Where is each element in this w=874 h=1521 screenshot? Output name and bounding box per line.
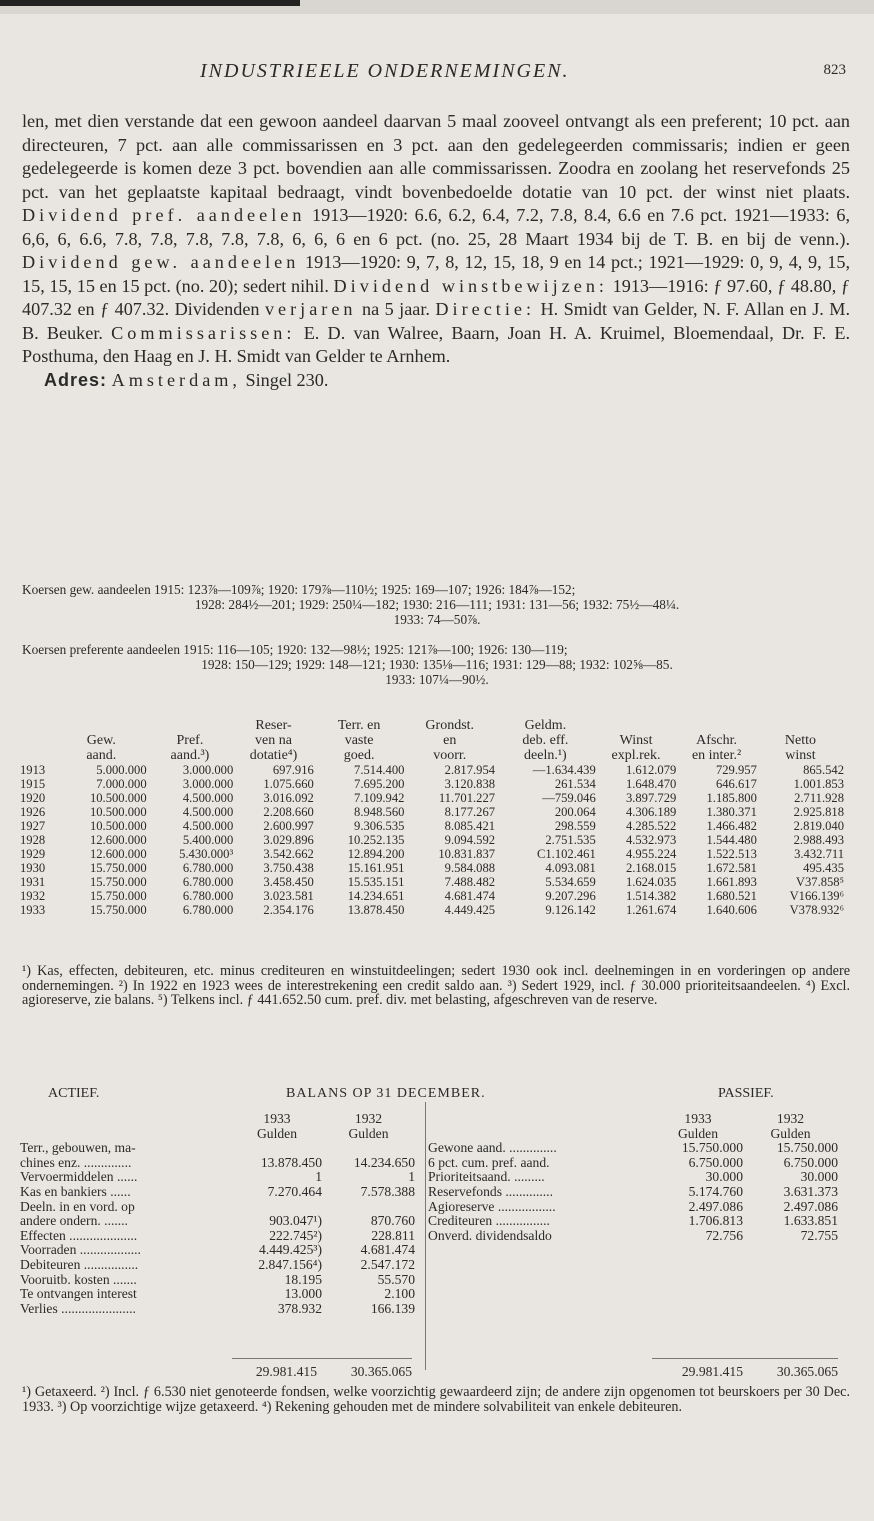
th: goed. xyxy=(343,748,375,763)
table-cell: 2.354.176 xyxy=(263,903,314,917)
th xyxy=(20,733,56,748)
table-cell: 200.064 xyxy=(554,805,596,819)
table-cell: 1.680.521 xyxy=(706,889,757,903)
table-cell: V166.139⁶ xyxy=(789,889,844,903)
table-row xyxy=(20,903,844,917)
table-cell: V37.858⁵ xyxy=(795,875,844,889)
table-cell: 1.672.581 xyxy=(706,861,757,875)
balans-item-value xyxy=(322,1141,415,1156)
th xyxy=(757,718,844,733)
balans-row xyxy=(20,1243,415,1258)
balans-item-label: Vooruitb. kosten ....... xyxy=(20,1271,137,1287)
table-cell: 7.000.000 xyxy=(96,777,147,791)
table-cell: 2.819.040 xyxy=(793,819,844,833)
balans-item-label: andere ondern. ....... xyxy=(20,1213,128,1229)
table-cell: 2.925.818 xyxy=(793,805,844,819)
balans-row xyxy=(428,1141,838,1156)
row-year: 1933 xyxy=(20,903,46,917)
balans-item-label: Deeln. in en vord. op xyxy=(20,1198,135,1214)
table-cell: 1.522.513 xyxy=(706,847,757,861)
th: Grondst. xyxy=(425,718,475,733)
table-cell: 15.750.000 xyxy=(89,861,147,875)
passief-year-1932: 1932 xyxy=(776,1111,805,1126)
balans-item-value xyxy=(232,1200,322,1215)
table-cell: 10.500.000 xyxy=(89,791,147,805)
table-cell: 3.897.729 xyxy=(625,791,677,805)
table-cell: 646.617 xyxy=(715,777,757,791)
table-cell: 9.094.592 xyxy=(444,833,496,847)
balans-item-value: 222.745²) xyxy=(269,1227,322,1243)
balans-row xyxy=(20,1214,415,1229)
balans-item-value: 6.750.000 xyxy=(688,1154,743,1170)
table-cell: 4.532.973 xyxy=(625,833,677,847)
th: Terr. en xyxy=(337,718,381,733)
passief-total-rule xyxy=(652,1358,838,1359)
table-cell: 6.780.000 xyxy=(182,875,234,889)
balans-item-value: 72.755 xyxy=(800,1227,838,1243)
table-cell: 14.234.651 xyxy=(347,889,405,903)
balans-row xyxy=(428,1200,838,1215)
balans-item-value: 5.174.760 xyxy=(688,1183,743,1199)
table-cell: 1.640.606 xyxy=(706,903,757,917)
table-cell: 15.535.151 xyxy=(347,875,405,889)
th: dotatie⁴) xyxy=(249,748,298,763)
balans-item-label: Kas en bankiers ...... xyxy=(20,1183,131,1199)
balans-item-value xyxy=(232,1141,322,1156)
balans-item-value: 378.932 xyxy=(277,1300,322,1316)
table-row xyxy=(20,833,844,847)
table-cell: 5.400.000 xyxy=(182,833,234,847)
actief-year-1933: 1933 xyxy=(263,1111,291,1126)
table-cell: 2.988.493 xyxy=(793,833,844,847)
balans-item-value: 1 xyxy=(315,1169,322,1185)
table-cell: 2.751.535 xyxy=(545,833,596,847)
balans-item-value: 13.000 xyxy=(284,1286,322,1302)
th xyxy=(56,718,147,733)
commissarissen-text: E. D. van Walree, Baarn, Joan H. A. Kruimel, Bloemendaal, Dr. F. E. Posthuma, den Haag en J. H. Smidt van Gelder te Arnhem. xyxy=(22,322,850,366)
table-cell: 729.957 xyxy=(715,763,757,777)
page-number: 823 xyxy=(823,62,846,78)
financial-table xyxy=(20,718,844,917)
balans-row xyxy=(20,1287,415,1302)
table-cell: 9.126.142 xyxy=(545,903,596,917)
table-cell: 15.750.000 xyxy=(89,903,147,917)
verjaren-label: verjaren xyxy=(264,299,357,319)
balans-row xyxy=(428,1214,838,1229)
balans-row xyxy=(20,1258,415,1273)
koersen-pref-line2: 1928: 150—129; 1929: 148—121; 1930: 135⅛—116; 1931: 129—88; 1932: 102⅝—85. xyxy=(201,657,673,672)
passief-label: PASSIEF. xyxy=(718,1086,774,1101)
balans-item-value: 903.047¹) xyxy=(269,1213,322,1229)
balans-row xyxy=(20,1229,415,1244)
row-year: 1929 xyxy=(20,847,46,861)
table-cell: 4.093.081 xyxy=(545,861,596,875)
balans-footnotes: ¹) Getaxeerd. ²) Incl. ƒ 6.530 niet genoteerde fondsen, welke voorzichtig gewaardeerd zijn; de andere zijn opgenomen tot beurskoers per 30 Dec. 1933. ³) Op voorzichtige wijze getaxeerd. ⁴) Rekening gehouden met de mindere solvabiliteit van enkele debiteuren. xyxy=(22,1384,850,1415)
th: expl.rek. xyxy=(611,748,661,763)
dividend-gew-text: 1913—1920: 9, 7, 8, 12, 15, 18, 9 en 14 pct.; 1921—1929: 0, 9, 4, 9, 15, 15, 15, 15 en 15 pct. (no. 20); sedert nihil. xyxy=(22,252,850,296)
table-cell: 697.916 xyxy=(272,763,314,777)
blank-cell xyxy=(20,1112,232,1127)
verjaren-text: na 5 jaar. xyxy=(361,299,430,319)
balans-item-label: Agioreserve ................. xyxy=(428,1198,556,1214)
balans-item-label: Onverd. dividendsaldo xyxy=(428,1227,552,1243)
table-row xyxy=(20,777,844,791)
th: Gew. xyxy=(86,733,116,748)
th: vaste xyxy=(344,733,374,748)
passief-year-row xyxy=(428,1112,838,1127)
table-cell: 8.085.421 xyxy=(444,819,496,833)
balans-row xyxy=(20,1141,415,1156)
th: voorr. xyxy=(433,748,467,763)
balans-item-label: Reservefonds .............. xyxy=(428,1183,553,1199)
balans-item-label: Te ontvangen interest xyxy=(20,1286,137,1302)
table-cell: 495.435 xyxy=(803,861,844,875)
koersen-gew-line2: 1928: 284½—201; 1929: 250¼—182; 1930: 216—111; 1931: 131—56; 1932: 75½—48¼. xyxy=(194,597,680,612)
balans-item-value: 30.000 xyxy=(705,1169,743,1185)
balans-item-label: Terr., gebouwen, ma- xyxy=(20,1140,136,1156)
table-cell: —759.046 xyxy=(542,791,596,805)
table-cell: 3.120.838 xyxy=(444,777,496,791)
balans-item-value: 4.681.474 xyxy=(360,1242,415,1258)
table-cell: 7.488.482 xyxy=(444,875,496,889)
table-cell: 4.285.522 xyxy=(625,819,677,833)
balans-item-label: Debiteuren ................ xyxy=(20,1256,139,1272)
actief-year-row xyxy=(20,1112,415,1127)
company-description xyxy=(22,110,850,392)
table-cell: 2.711.928 xyxy=(794,791,844,805)
blank-cell xyxy=(20,1127,232,1142)
table-cell: 15.750.000 xyxy=(89,889,147,903)
table-cell: 1.648.470 xyxy=(625,777,677,791)
paragraph-statutes: len, met dien verstande dat een gewoon aandeel daarvan 5 maal zooveel ontvangt als een preferent; 10 pct. aan directeuren, 7 pct. aan alle commissarissen en 3 pct. aan den gedelegeerden commissaris; indien er geen gedelegeerde is komen deze 3 pct. bovendien aan alle commissarissen. Zoodra en zoolang het reservefonds 25 pct. van het geplaatste kapitaal bedraagt, vindt bovenbedoelde dotatie van 10 pct. der winst niet plaats. xyxy=(22,111,850,202)
table-row xyxy=(20,819,844,833)
table-cell: 1.185.800 xyxy=(706,791,757,805)
table-cell: 3.029.896 xyxy=(263,833,314,847)
actief-unit-1: Gulden xyxy=(256,1125,298,1141)
table-head-row-1 xyxy=(20,718,844,733)
table-cell: 2.600.997 xyxy=(263,819,314,833)
th xyxy=(676,718,757,733)
table-cell: 7.695.200 xyxy=(354,777,405,791)
koersen-pref-line3: 1933: 107¼—90½. xyxy=(385,672,489,687)
table-cell: 11.701.227 xyxy=(438,791,496,805)
table-cell: 1.380.371 xyxy=(706,805,757,819)
table-row xyxy=(20,805,844,819)
blank-cell xyxy=(428,1127,653,1142)
table-row xyxy=(20,763,844,777)
table-cell: 10.500.000 xyxy=(89,819,147,833)
actief-table xyxy=(20,1112,415,1316)
row-year: 1927 xyxy=(20,819,46,833)
dividend-winst-text: 1913—1916: ƒ 97.60, ƒ 48.80, ƒ 407.32 en ƒ 407.32. Dividenden xyxy=(22,275,851,319)
table-cell: 4.500.000 xyxy=(182,819,234,833)
balans-row xyxy=(428,1185,838,1200)
table-cell: 6.780.000 xyxy=(182,889,234,903)
page-header xyxy=(0,60,874,90)
balans-item-value: 72.756 xyxy=(705,1227,743,1243)
koersen-preferente xyxy=(22,642,852,687)
table-cell: 3.542.662 xyxy=(263,847,314,861)
th: en inter.² xyxy=(691,748,742,763)
balans-row xyxy=(20,1170,415,1185)
balans-item-value: 14.234.650 xyxy=(353,1154,415,1170)
table-cell: 1.514.382 xyxy=(625,889,677,903)
table-cell: 1.466.482 xyxy=(706,819,757,833)
balans-row xyxy=(20,1156,415,1171)
balans-item-label: Voorraden .................. xyxy=(20,1242,141,1258)
table-cell: 1.261.674 xyxy=(625,903,677,917)
th: deeln.¹) xyxy=(524,748,567,763)
th xyxy=(20,748,56,763)
table-cell: 10.500.000 xyxy=(89,805,147,819)
table-cell: 261.534 xyxy=(554,777,596,791)
adres-city: Amsterdam, xyxy=(111,369,241,390)
table-cell: 7.109.942 xyxy=(354,791,405,805)
actief-total-1933: 29.981.415 xyxy=(255,1364,317,1379)
table-cell: 4.306.189 xyxy=(625,805,677,819)
balans-item-value: 1.633.851 xyxy=(783,1213,838,1229)
passief-unit-row xyxy=(428,1127,838,1142)
table-cell: 865.542 xyxy=(803,763,844,777)
table-cell: —1.634.439 xyxy=(532,763,596,777)
koersen-gew-line1: Koersen gew. aandeelen 1915: 123⅞—109⅞; 1920: 179⅞—110½; 1925: 169—107; 1926: 184⅞—152; xyxy=(22,582,576,597)
balans-item-value: 18.195 xyxy=(284,1271,322,1287)
table-cell: 3.458.450 xyxy=(263,875,314,889)
directie-text: H. Smidt van Gelder, N. F. Allan en J. M. B. Beuker. xyxy=(22,299,851,343)
table-row xyxy=(20,847,844,861)
row-year: 1928 xyxy=(20,833,46,847)
table-row xyxy=(20,791,844,805)
balans-item-value: 30.000 xyxy=(800,1169,838,1185)
table-cell: 9.207.296 xyxy=(545,889,596,903)
balans-item-value xyxy=(322,1200,415,1215)
financial-table-body xyxy=(20,763,844,917)
blank-cell xyxy=(428,1112,653,1127)
balans-row xyxy=(428,1229,838,1244)
th xyxy=(147,718,234,733)
table-cell: 4.500.000 xyxy=(182,805,234,819)
table-cell: 4.681.474 xyxy=(444,889,496,903)
th: ven na xyxy=(255,733,292,748)
top-edge xyxy=(0,0,874,14)
th: deb. eff. xyxy=(522,733,569,748)
balans-item-label: Vervoermiddelen ...... xyxy=(20,1169,138,1185)
table-cell: 5.534.659 xyxy=(545,875,596,889)
balans-row xyxy=(20,1185,415,1200)
balans-item-label: chines enz. .............. xyxy=(20,1154,132,1170)
row-year: 1926 xyxy=(20,805,46,819)
th: Geldm. xyxy=(524,718,567,733)
row-year: 1920 xyxy=(20,791,46,805)
passief-total-1933: 29.981.415 xyxy=(681,1364,743,1379)
passief-year-1933: 1933 xyxy=(684,1111,712,1126)
balans-item-value: 6.750.000 xyxy=(783,1154,838,1170)
actief-label: ACTIEF. xyxy=(48,1086,100,1101)
actief-unit-row xyxy=(20,1127,415,1142)
balans-item-value: 228.811 xyxy=(371,1227,415,1243)
table-cell: 5.430.000³ xyxy=(179,847,234,861)
th: Winst xyxy=(619,733,653,748)
table-cell: 7.514.400 xyxy=(354,763,405,777)
balans-item-value: 870.760 xyxy=(370,1213,415,1229)
table-cell: 4.449.425 xyxy=(444,903,496,917)
directie-label: Directie: xyxy=(435,299,536,319)
passief-table xyxy=(428,1112,838,1243)
actief-unit-2: Gulden xyxy=(348,1125,389,1141)
table-cell: 10.252.135 xyxy=(347,833,405,847)
dividend-gew-label: Dividend gew. aandeelen xyxy=(22,252,300,272)
balans-item-value: 2.497.086 xyxy=(688,1198,743,1214)
table-cell: V378.932⁶ xyxy=(789,903,844,917)
balans-item-value: 1 xyxy=(408,1169,415,1185)
th: Pref. xyxy=(176,733,204,748)
table-cell: 1.075.660 xyxy=(263,777,314,791)
th: Afschr. xyxy=(696,733,737,748)
balans-item-value: 2.847.156⁴) xyxy=(258,1256,322,1272)
balans-item-value: 3.631.373 xyxy=(783,1183,838,1199)
passief-total-1932: 30.365.065 xyxy=(776,1364,838,1379)
row-year: 1913 xyxy=(20,763,46,777)
balans-item-value: 2.100 xyxy=(384,1286,415,1302)
actief-total-rule xyxy=(232,1358,412,1359)
table-cell: 5.000.000 xyxy=(96,763,147,777)
table-cell: 4.500.000 xyxy=(182,791,234,805)
balans-item-value: 13.878.450 xyxy=(260,1154,322,1170)
balans-item-label: Gewone aand. .............. xyxy=(428,1140,557,1156)
table-cell: 3.000.000 xyxy=(182,777,234,791)
balans-item-value: 7.578.388 xyxy=(360,1183,415,1199)
actief-year-1932: 1932 xyxy=(354,1111,383,1126)
balans-item-label: Crediteuren ................ xyxy=(428,1213,550,1229)
balans-divider xyxy=(425,1102,426,1370)
table-cell: C1.102.461 xyxy=(536,847,596,861)
th: aand.³) xyxy=(170,748,210,763)
koersen-gewone xyxy=(22,582,852,627)
table-cell: 3.750.438 xyxy=(263,861,314,875)
table-cell: 1.624.035 xyxy=(625,875,677,889)
table-cell: 298.559 xyxy=(554,819,596,833)
table-cell: 1.544.480 xyxy=(706,833,757,847)
dividend-pref-label: Dividend pref. aandeelen xyxy=(22,205,306,225)
table-cell: 12.894.200 xyxy=(347,847,405,861)
balans-item-value: 2.497.086 xyxy=(783,1198,838,1214)
commissarissen-label: Commissarissen: xyxy=(111,322,296,343)
passief-unit-1: Gulden xyxy=(677,1125,719,1141)
balans-item-value: 1.706.813 xyxy=(688,1213,743,1229)
table-cell: 6.780.000 xyxy=(182,861,234,875)
balans-row xyxy=(428,1156,838,1171)
table-cell: 6.780.000 xyxy=(182,903,234,917)
table-footnotes: ¹) Kas, effecten, debiteuren, etc. minus crediteuren en winstuitdeelingen; sedert 1930 ook incl. deelnemingen in en vorderingen op andere ondernemingen. ²) In 1922 en 1923 wees de interestrekening een credit saldo aan. ³) Sedert 1929, incl. ƒ 30.000 prioriteitsaandeelen. ⁴) Excl. agioreserve, zie balans. ⁵) Telkens incl. ƒ 441.652.50 cum. pref. div. met belasting, afgeschreven van de reserve. xyxy=(22,963,850,1008)
table-cell: 12.600.000 xyxy=(89,833,147,847)
table-cell: 1.612.079 xyxy=(625,763,677,777)
adres-street: Singel 230. xyxy=(245,369,329,390)
table-cell: 13.878.450 xyxy=(347,903,405,917)
row-year: 1932 xyxy=(20,889,46,903)
row-year: 1915 xyxy=(20,777,46,791)
table-cell: 15.750.000 xyxy=(89,875,147,889)
table-head-row-2 xyxy=(20,733,844,748)
balans-item-label: Effecten .................... xyxy=(20,1227,138,1243)
th: Reser- xyxy=(255,718,292,733)
table-cell: 9.584.088 xyxy=(444,861,496,875)
balans-item-value: 15.750.000 xyxy=(776,1140,838,1156)
th xyxy=(596,718,677,733)
koersen-gew-line3: 1933: 74—50⅞. xyxy=(393,612,481,627)
page-title: INDUSTRIEELE ONDERNEMINGEN. xyxy=(200,60,570,82)
table-cell: 3.023.581 xyxy=(263,889,314,903)
balans-item-label: Prioriteitsaand. ......... xyxy=(428,1169,545,1185)
table-cell: 1.661.893 xyxy=(706,875,757,889)
table-cell: 3.016.092 xyxy=(263,791,314,805)
balans-item-value: 15.750.000 xyxy=(681,1140,743,1156)
adres-label: Adres: xyxy=(44,369,108,390)
table-cell: 2.168.015 xyxy=(625,861,677,875)
balans-row xyxy=(20,1302,415,1317)
balans-title: BALANS OP 31 DECEMBER. xyxy=(286,1086,486,1101)
table-cell: 2.208.660 xyxy=(263,805,314,819)
table-cell: 2.817.954 xyxy=(444,763,496,777)
table-row xyxy=(20,875,844,889)
passief-unit-2: Gulden xyxy=(770,1125,811,1141)
row-year: 1930 xyxy=(20,861,46,875)
table-cell: 9.306.535 xyxy=(354,819,405,833)
balans-row xyxy=(20,1200,415,1215)
balans-item-label: 6 pct. cum. pref. aand. xyxy=(428,1154,550,1170)
balans-item-value: 4.449.425³) xyxy=(259,1242,322,1258)
table-cell: 8.948.560 xyxy=(354,805,405,819)
th xyxy=(20,718,56,733)
th: Netto xyxy=(784,733,816,748)
balans-item-value: 2.547.172 xyxy=(360,1256,415,1272)
table-head-row-3 xyxy=(20,748,844,763)
table-cell: 12.600.000 xyxy=(89,847,147,861)
balans-item-value: 7.270.464 xyxy=(267,1183,322,1199)
balans-row xyxy=(20,1273,415,1288)
th: en xyxy=(443,733,457,748)
th: winst xyxy=(785,748,816,763)
table-row xyxy=(20,861,844,875)
table-cell: 8.177.267 xyxy=(444,805,496,819)
table-cell: 3.000.000 xyxy=(182,763,234,777)
table-cell: 1.001.853 xyxy=(793,777,844,791)
balans-row xyxy=(428,1170,838,1185)
th: aand. xyxy=(86,748,117,763)
dividend-winst-label: Dividend winstbewijzen: xyxy=(333,275,608,296)
balans-item-value: 55.570 xyxy=(377,1271,415,1287)
table-row xyxy=(20,889,844,903)
actief-total-1932: 30.365.065 xyxy=(350,1364,412,1379)
passief-body xyxy=(428,1141,838,1243)
table-cell: 3.432.711 xyxy=(794,847,844,861)
dividend-pref-text: 1913—1920: 6.6, 6.2, 6.4, 7.2, 7.8, 8.4, 6.6 en 7.6 pct. 1921—1933: 6, 6,6, 6, 6.6, 7.8, 7.8, 7.8, 7.8, 7.8, 6, 6, 6 en 6 pct. (no. 25, 28 Maart 1934 bij de T. B. en bij de venn.). xyxy=(22,205,850,249)
table-cell: 4.955.224 xyxy=(625,847,677,861)
koersen-pref-line1: Koersen preferente aandeelen 1915: 116—105; 1920: 132—98½; 1925: 121⅞—100; 1926: 130—119; xyxy=(22,642,568,657)
table-cell: 10.831.837 xyxy=(438,847,496,861)
balans-item-label: Verlies ...................... xyxy=(20,1300,136,1316)
actief-body xyxy=(20,1141,415,1316)
balans-item-value: 166.139 xyxy=(370,1300,415,1316)
table-cell: 15.161.951 xyxy=(347,861,405,875)
row-year: 1931 xyxy=(20,875,46,889)
